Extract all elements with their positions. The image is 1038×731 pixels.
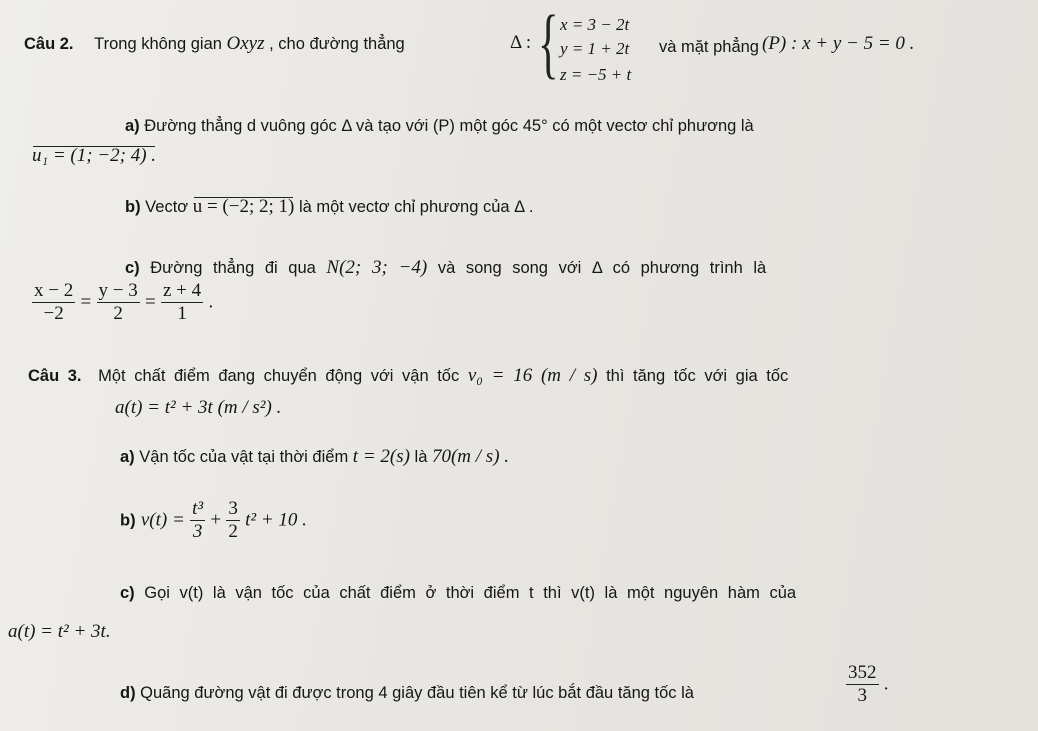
q2c-point: N(2; 3; −4) xyxy=(326,257,428,278)
q2c-f1-num: x − 2 xyxy=(34,280,74,301)
q2c-fraction-1 xyxy=(32,280,75,325)
q2-text-b: , cho đường thẳng xyxy=(269,35,405,53)
q3d-answer xyxy=(846,662,889,707)
q3a-value: 70(m / s) . xyxy=(431,446,510,467)
q2-delta-label: Δ : xyxy=(510,32,532,53)
q3a-text: Vận tốc của vật tại thời điểm xyxy=(139,448,349,466)
q3-acceleration: a(t) = t² + 3t (m / s²) . xyxy=(115,397,282,418)
q2a-label: a) xyxy=(125,117,140,135)
q3d-line xyxy=(120,683,694,703)
q2c-f3-den: 1 xyxy=(177,303,187,324)
q2a-text: Đường thẳng d vuông góc Δ và tạo với (P) một góc 45° có một vectơ chỉ phương là xyxy=(144,117,754,135)
q3d-text: Quãng đường vật đi được trong 4 giây đầu tiên kể từ lúc bắt đầu tăng tốc là xyxy=(140,684,694,702)
q2c-f1-den: −2 xyxy=(43,303,64,324)
q3b-fraction-1 xyxy=(190,498,205,543)
q2c-label: c) xyxy=(125,259,140,277)
q2c-text1: Đường thẳng đi qua xyxy=(150,259,316,277)
system-z: z = −5 + t xyxy=(560,65,632,84)
q3a-label: a) xyxy=(120,448,135,466)
q3c-text: Gọi v(t) là vận tốc của chất điểm ở thời điểm t thì v(t) là một nguyên hàm của xyxy=(144,584,797,602)
q3-intro xyxy=(28,366,788,386)
q3b-label: b) xyxy=(120,511,136,530)
q3b-rest: t² + 10 . xyxy=(245,509,307,531)
q2-text-c: và mặt phẳng xyxy=(659,38,759,56)
q3c-math: a(t) = t² + 3t. xyxy=(8,621,111,642)
q2b-label: b) xyxy=(125,198,141,216)
system-y: y = 1 + 2t xyxy=(560,39,630,58)
q2-text-a: Trong không gian xyxy=(94,35,222,53)
q2b-text2: là một vectơ chỉ phương của Δ . xyxy=(298,198,534,216)
q3a-text2: là xyxy=(414,448,428,466)
q3d-label: d) xyxy=(120,684,136,702)
q2c-f2-num: y − 3 xyxy=(98,280,138,301)
q2c-f3-num: z + 4 xyxy=(163,280,202,301)
q3d-num: 352 xyxy=(848,662,877,683)
q2c-text2: và song song với Δ có phương trình là xyxy=(437,259,767,277)
q3-text2: thì tăng tốc với gia tốc xyxy=(606,367,789,385)
q3b-fraction-2 xyxy=(226,498,240,543)
q3b-line xyxy=(120,498,307,543)
q3b-plus: + xyxy=(210,509,222,531)
q2-intro xyxy=(24,34,405,54)
q3b-f1-den: 3 xyxy=(192,521,203,542)
q3a-time: t = 2(s) xyxy=(352,446,410,467)
q3d-den: 3 xyxy=(857,685,867,706)
system-x: x = 3 − 2t xyxy=(560,15,630,34)
q2b-vector: u = (−2; 2; 1) xyxy=(192,196,295,217)
q3b-f2-num: 3 xyxy=(228,498,238,519)
q3b-f1-num: t³ xyxy=(192,498,204,519)
q2c-fraction-2 xyxy=(97,280,140,325)
q3c-label: c) xyxy=(120,584,135,602)
q2a-vector xyxy=(32,146,156,166)
q3b-lhs: v(t) = xyxy=(140,509,185,531)
q3-heading: Câu 3. xyxy=(28,367,82,385)
system-brace: { xyxy=(538,0,559,86)
q2-oxyz: Oxyz xyxy=(226,33,265,54)
q2c-f2-den: 2 xyxy=(113,303,123,324)
q3d-end: . xyxy=(883,673,889,695)
q2c-fraction-3 xyxy=(161,280,203,325)
q2c-equation: $\frac{x - 2}{-2}$ = $\frac{y - 3}{2}$ = $\frac{z + 4}{1}$ . xyxy=(34,280,214,324)
q3-text1: Một chất điểm đang chuyển động với vận tốc xyxy=(98,367,460,385)
q2c-end: . xyxy=(208,291,214,313)
q2a-vector-value: u₁ = (1; −2; 4) . xyxy=(32,145,157,166)
q2-plane: (P) : x + y − 5 = 0 . xyxy=(762,33,915,54)
q3a-line xyxy=(120,447,509,467)
q2b-text1: Vectơ xyxy=(145,198,189,216)
q3d-fraction xyxy=(846,662,879,707)
q2-heading: Câu 2. xyxy=(24,35,74,53)
q2c-line xyxy=(125,258,766,278)
q3-v0: v₀ = 16 (m / s) xyxy=(467,365,598,386)
q3b-f2-den: 2 xyxy=(228,521,238,542)
q2a-line xyxy=(125,116,754,136)
q3c-line xyxy=(120,583,796,603)
q2b-line xyxy=(125,197,533,217)
